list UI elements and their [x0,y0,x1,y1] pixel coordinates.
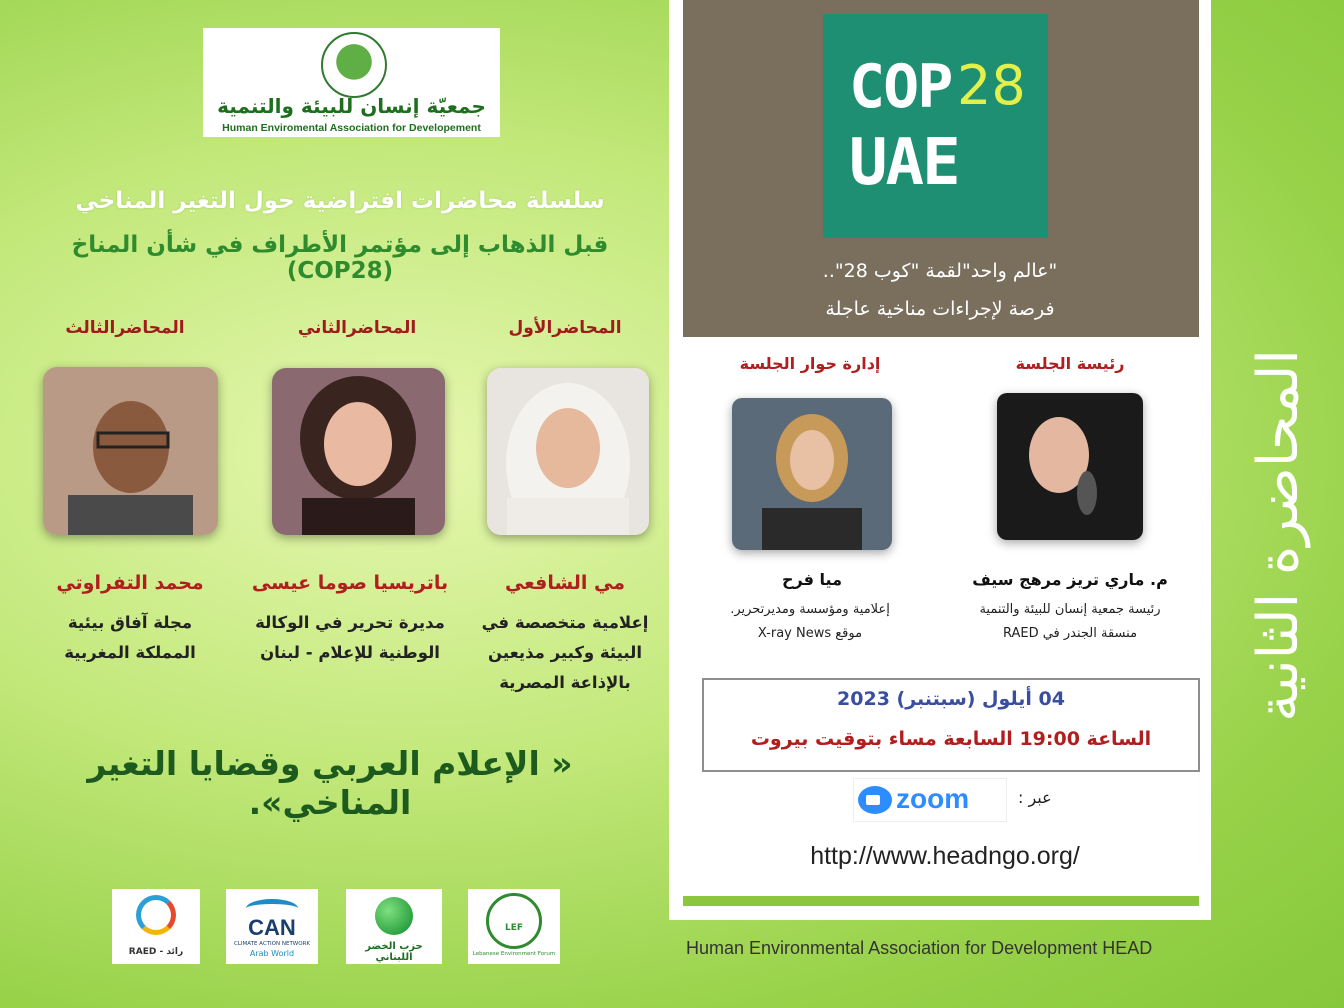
speaker-1-name: مي الشافعي [504,572,626,594]
speaker-3-photo [43,367,218,535]
via-label: عبر : [1018,788,1052,807]
chair-desc: رئيسة جمعية إنسان للبيئة والتنمية منسقة الجندر في RAED [979,602,1161,641]
event-date: 04 أيلول (سبتنبر) 2023 [837,688,1065,710]
speaker-2-label: المحاضرالثاني [297,318,417,338]
cop28-logo: COP 28 UAE [823,14,1048,238]
speaker-3-label: المحاضرالثالث [65,318,185,338]
series-title: سلسلة محاضرات افتراضية حول التغير المناخي [75,188,605,214]
speaker-3-name: محمد التفراوتي [56,572,204,594]
speaker-1-label: المحاضرالأول [508,318,622,338]
green-party-logo: حزب الخضر اللبناني [346,889,442,964]
lef-logo: LEF Lebanese Environment Forum [468,889,560,964]
can-logo: CAN CLIMATE ACTION NETWORK Arab World [226,889,318,964]
series-subtitle: قبل الذهاب إلى مؤتمر الأطراف في شأن المناخ (COP28) [71,232,609,284]
raed-logo: RAED - رائد [112,889,200,964]
person-portrait-icon [43,367,218,535]
head-logo [203,28,500,137]
zoom-camera-icon [858,786,892,814]
person-portrait-icon [732,398,892,550]
chair-role: رئيسة الجلسة [1015,354,1125,373]
moderator-name: ميا فرح [782,570,842,589]
person-portrait-icon [487,368,649,535]
speaker-1-photo [487,368,649,535]
logo-arabic-text: جمعيّة إنسان للبيئة والتنمية [217,94,486,118]
speaker-2-photo [272,368,445,535]
cop-caption-1: "عالم واحد"لقمة "كوب 28".. [822,260,1058,282]
tree-emblem-icon [321,32,387,98]
date-box [702,678,1200,772]
event-time: الساعة 19:00 السابعة مساء بتوقيت بيروت [750,728,1152,750]
website-link[interactable]: http://www.headngo.org/ [810,842,1080,870]
event-slogan: « الإعلام العربي وقضايا التغير المناخي». [87,744,573,822]
moderator-role: إدارة حوار الجلسة [739,354,881,373]
green-circle-icon [375,897,413,935]
raed-ring-icon [136,895,176,935]
speaker-2-name: باتريسيا صوما عيسى [251,572,449,594]
speaker-1-desc: إعلامية متخصصة في البيئة وكبير مذيعين بالإذاعة المصرية [481,613,649,692]
divider-bar [683,896,1199,906]
moderator-photo [732,398,892,550]
cop-caption-2: فرصة لإجراءات مناخية عاجلة [825,298,1055,320]
footer-text: Human Environmental Association for Development HEAD [686,938,1153,958]
chair-name: م. ماري تريز مرهج سيف [972,570,1168,589]
speaker-3-desc: مجلة آفاق بيئية المملكة المغربية [64,613,196,662]
person-portrait-icon [997,393,1143,540]
lecture-title-vertical: المحاضرة الثانية [1245,348,1311,722]
chair-photo [997,393,1143,540]
zoom-logo[interactable]: zoom [853,778,1007,822]
lef-tree-icon [486,893,542,949]
speaker-2-desc: مديرة تحرير في الوكالة الوطنية للإعلام - لبنان [255,613,445,662]
logo-english-text: Human Enviromental Association for Developement [222,122,481,134]
person-portrait-icon [272,368,445,535]
moderator-desc: إعلامية ومؤسسة ومديرتحرير. موقع X-ray News [730,602,890,641]
